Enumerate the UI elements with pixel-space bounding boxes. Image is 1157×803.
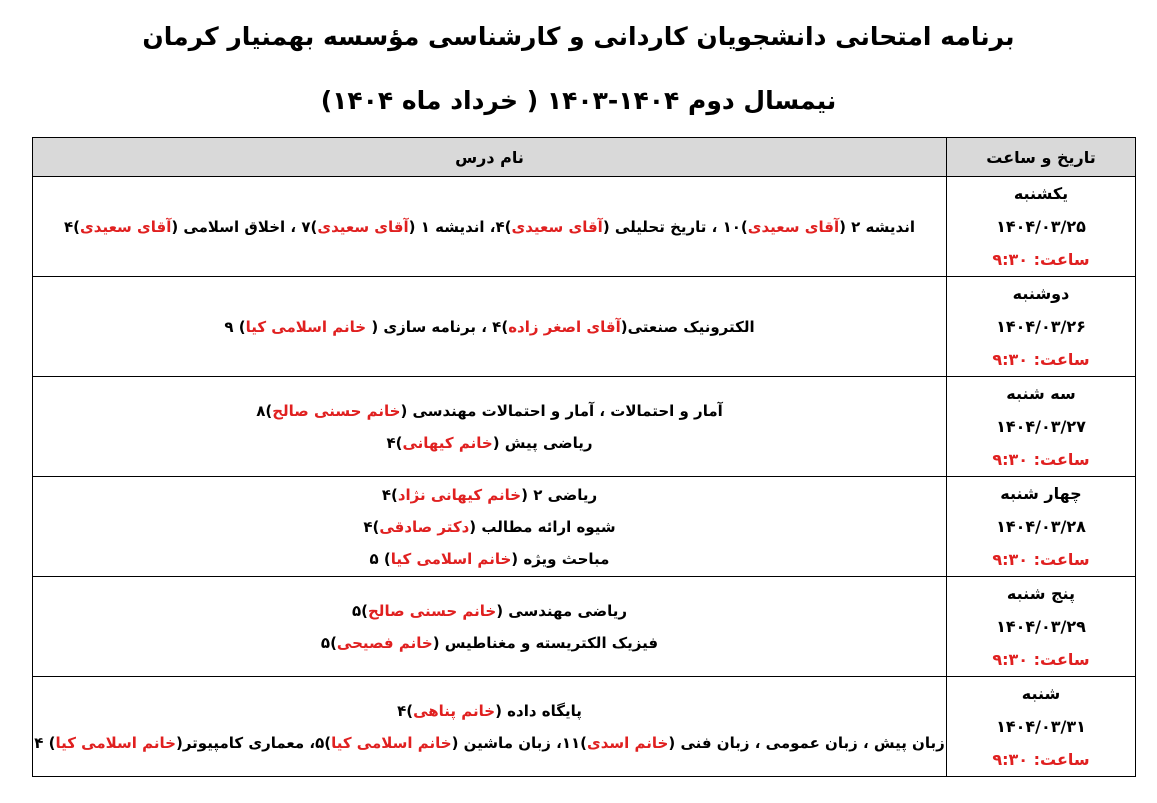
courses-cell <box>33 477 947 577</box>
course-text: )۴ ، برنامه سازی ( <box>366 317 509 336</box>
day-label: دوشنبه <box>1012 284 1070 303</box>
page-title: برنامه امتحانی دانشجویان کاردانی و کارشناسی مؤسسه بهمنیار کرمان <box>142 22 1015 51</box>
course-text: آمار و احتمالات ، آمار و احتمالات مهندسی ( <box>400 401 723 420</box>
course-text: اندیشه ۲ ( <box>839 217 915 236</box>
course-line <box>33 511 946 543</box>
course-line <box>33 543 946 575</box>
course-line <box>33 627 946 659</box>
course-text: )۵ <box>351 601 368 620</box>
course-line <box>33 695 946 727</box>
instructor-name: خانم اسلامی کیا <box>55 733 176 752</box>
course-text: ) ۹ <box>224 317 246 336</box>
course-text: )۸ <box>256 401 273 420</box>
date-cell <box>947 677 1136 777</box>
table-row <box>33 677 1136 777</box>
instructor-name: آقای اصغر زاده <box>508 317 621 336</box>
instructor-name: خانم کیهانی نژاد <box>397 485 522 504</box>
course-text: زبان پیش ، زبان عمومی ، زبان فنی ( <box>668 733 945 752</box>
course-text: پایگاه داده ( <box>495 701 582 720</box>
instructor-name: خانم فصیحی <box>336 633 433 652</box>
date-label: ۱۴۰۴/۰۳/۲۹ <box>996 617 1086 636</box>
day-label: پنج شنبه <box>1006 584 1076 603</box>
instructor-name: خانم اسدی <box>587 733 669 752</box>
date-label: ۱۴۰۴/۰۳/۲۷ <box>996 417 1086 436</box>
date-label: ۱۴۰۴/۰۳/۳۱ <box>996 717 1086 736</box>
course-text: )۷ ، اخلاق اسلامی ( <box>171 217 318 236</box>
table-row <box>33 177 1136 277</box>
course-text: )۵ <box>320 633 337 652</box>
course-line <box>33 727 946 759</box>
courses-cell <box>33 677 947 777</box>
instructor-name: آقای سعیدی <box>317 217 409 236</box>
instructor-name: آقای سعیدی <box>747 217 840 236</box>
date-label: ۱۴۰۴/۰۳/۲۶ <box>996 317 1086 336</box>
column-header-date: تاریخ و ساعت <box>947 138 1136 177</box>
instructor-name: خانم حسنی صالح <box>272 401 401 420</box>
instructor-name: دکتر صادقی <box>379 517 470 536</box>
instructor-name: خانم کیهانی <box>402 433 493 452</box>
course-text: )۴ <box>64 217 81 236</box>
time-label: ساعت: ۹:۳۰ <box>992 650 1090 669</box>
course-text: فیزیک الکتریسته و مغناطیس ( <box>432 633 659 652</box>
course-text: )۴ <box>363 517 380 536</box>
time-label: ساعت: ۹:۳۰ <box>992 450 1090 469</box>
course-text: ریاضی ۲ ( <box>521 485 598 504</box>
course-text: )۴ <box>381 485 398 504</box>
course-text: )۴ <box>386 433 403 452</box>
date-cell <box>947 277 1136 377</box>
course-text: الکترونیک صنعتی( <box>620 317 755 336</box>
page-subtitle: نیمسال دوم ۱۴۰۴-۱۴۰۳ ( خرداد ماه ۱۴۰۴) <box>320 86 837 115</box>
table-header-row <box>33 138 1136 177</box>
course-line <box>33 311 946 343</box>
time-label: ساعت: ۹:۳۰ <box>992 350 1090 369</box>
course-text: ) ۴ <box>34 733 56 752</box>
course-line <box>33 211 946 243</box>
instructor-name: خانم حسنی صالح <box>368 601 497 620</box>
table-body <box>33 177 1136 777</box>
time-label: ساعت: ۹:۳۰ <box>992 750 1090 769</box>
course-text: ریاضی مهندسی ( <box>496 601 628 620</box>
exam-schedule-table <box>32 137 1136 777</box>
course-line <box>33 595 946 627</box>
instructor-name: آقای سعیدی <box>80 217 172 236</box>
date-label: ۱۴۰۴/۰۳/۲۸ <box>996 517 1086 536</box>
column-header-course: نام درس <box>33 138 947 177</box>
course-text: )۴ <box>397 701 414 720</box>
course-text: )۴، اندیشه ۱ ( <box>408 217 512 236</box>
date-label: ۱۴۰۴/۰۳/۲۵ <box>996 217 1086 236</box>
date-cell <box>947 377 1136 477</box>
course-text: ریاضی پیش ( <box>492 433 593 452</box>
instructor-name: خانم اسلامی کیا <box>245 317 367 336</box>
course-line <box>33 427 946 459</box>
instructor-name: آقای سعیدی <box>511 217 603 236</box>
course-text: )۱۰ ، تاریخ تحلیلی ( <box>602 217 748 236</box>
course-text: مباحث ویژه ( <box>511 549 610 568</box>
course-text: شیوه ارائه مطالب ( <box>469 517 616 536</box>
courses-cell <box>33 177 947 277</box>
course-text: )۵، معماری کامپیوتر( <box>175 733 332 752</box>
day-label: یکشنبه <box>1013 184 1069 203</box>
date-cell <box>947 577 1136 677</box>
course-text: ) ۵ <box>369 549 391 568</box>
day-label: چهار شنبه <box>1000 484 1082 503</box>
day-label: شنبه <box>1021 684 1061 703</box>
course-text: )۱۱، زبان ماشین ( <box>451 733 587 752</box>
instructor-name: خانم پناهی <box>413 701 496 720</box>
courses-cell <box>33 277 947 377</box>
instructor-name: خانم اسلامی کیا <box>331 733 452 752</box>
day-label: سه شنبه <box>1006 384 1076 403</box>
time-label: ساعت: ۹:۳۰ <box>992 250 1090 269</box>
course-line <box>33 395 946 427</box>
date-cell <box>947 177 1136 277</box>
course-line <box>33 479 946 511</box>
table-row <box>33 477 1136 577</box>
table-row <box>33 577 1136 677</box>
table-row <box>33 377 1136 477</box>
courses-cell <box>33 377 947 477</box>
courses-cell <box>33 577 947 677</box>
time-label: ساعت: ۹:۳۰ <box>992 550 1090 569</box>
instructor-name: خانم اسلامی کیا <box>390 549 512 568</box>
table-row <box>33 277 1136 377</box>
date-cell <box>947 477 1136 577</box>
